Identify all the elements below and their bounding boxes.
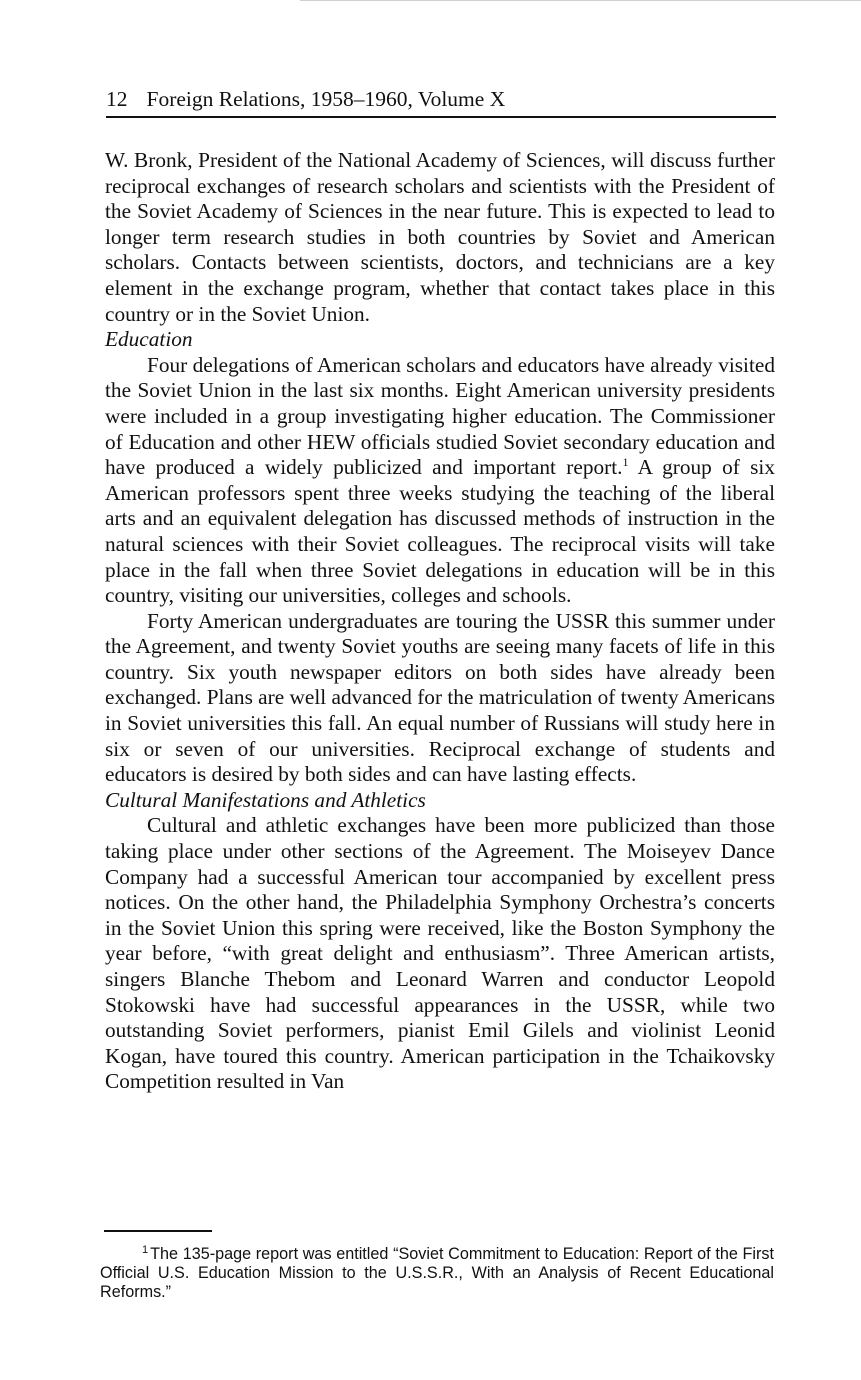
top-edge-rule (300, 0, 861, 1)
page-number: 12 (106, 87, 128, 111)
section-heading-cultural: Cultural Manifestations and Athletics (105, 787, 426, 812)
paragraph-2-part-1: Four delegations of American scholars and educators have already visited the Soviet Union in the last six months. Eight American university presidents were included in a group investigating higher education. The Commissioner of Education and other HEW officials studied Soviet secondary education and have produced a widely publicized and important report. (105, 352, 775, 480)
paragraph-2-part-2: A group of six American professors spent three weeks studying the teaching of the liberal arts and an equivalent delegation has discussed methods of instruction in the natural sciences with their Soviet colleagues. The reciprocal visits will take place in the fall when three Soviet delegations in education will be in this country, visiting our universities, colleges and schools. (105, 455, 775, 608)
footnote-separator (104, 1230, 212, 1232)
paragraph-4: Cultural and athletic exchanges have been more publicized than those taking place under other sections of the Agreement. The Moiseyev Dance Company had a successful American tour accompanied by excellent press notices. On the other hand, the Philadelphia Symphony Orchestra’s concerts in the Soviet Union this spring were received, like the Boston Symphony the year before, “with great delight and enthusiasm”. Three American artists, singers Blanche Thebom and Leonard Warren and conductor Leopold Stokowski have had successful appearances in the USSR, while two outstanding Soviet performers, pianist Emil Gilels and violinist Leonid Kogan, have toured this country. American participation in the Tchaikovsky Competition resulted in Van (105, 813, 775, 1094)
footnote-marker: 1 (142, 1244, 149, 1256)
body-text (105, 148, 775, 1095)
footnote (100, 1245, 774, 1302)
paragraph-3: Forty American undergraduates are touring the USSR this summer under the Agreement, and twenty Soviet youths are seeing many facets of life in this country. Six youth newspaper editors on both sides have already been exchanged. Plans are well advanced for the matriculation of twenty Americans in Soviet universities this fall. An equal number of Russians will study here in six or seven of our universities. Reciprocal exchange of students and educators is desired by both sides and can have lasting effects. (105, 608, 776, 787)
paragraph-2 (105, 353, 775, 609)
footnote-reference[interactable]: 1 (622, 455, 629, 470)
footnote-text: The 135-page report was entitled “Soviet Commitment to Education: Report of the First Official U.S. Education Mission to the U.S.S.R., With an Analysis of Recent Educational Reforms.” (100, 1245, 774, 1301)
section-heading-education: Education (105, 327, 193, 352)
paragraph-1: W. Bronk, President of the National Academy of Sciences, will discuss further reciprocal exchanges of research scholars and scientists with the President of the Soviet Academy of Sciences in the near future. This is expected to lead to longer term research studies in both countries by Soviet and American scholars. Contacts between scientists, doctors, and technicians are a key element in the exchange program, whether that contact takes place in this country or in the Soviet Union. (105, 148, 775, 326)
running-title: Foreign Relations, 1958–1960, Volume X (146, 87, 506, 111)
running-head (106, 84, 776, 118)
